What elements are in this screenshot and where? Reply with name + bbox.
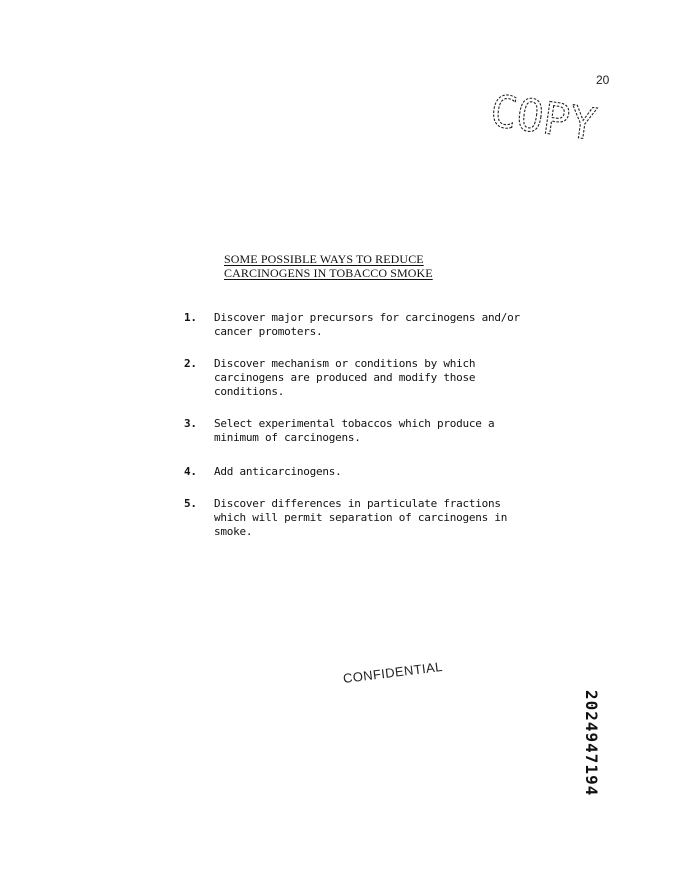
list-item-text: Add anticarcinogens. (214, 465, 342, 478)
list-item-number: 2. (184, 357, 197, 370)
list-item (184, 311, 524, 339)
page-number: 20 (596, 73, 610, 87)
list-item-number: 1. (184, 311, 197, 324)
numbered-list (184, 311, 524, 557)
heading-line-2: CARCINOGENS IN TOBACCO SMOKE (224, 266, 433, 280)
list-item-text: Discover differences in particulate fractions which will permit separation of carcinogens in smoke. (214, 497, 508, 538)
confidential-stamp: CONFIDENTIAL (342, 658, 444, 686)
list-item-text: Discover major precursors for carcinogens and/or cancer promoters. (214, 311, 520, 338)
heading-line-1: SOME POSSIBLE WAYS TO REDUCE (224, 252, 424, 266)
list-item-number: 4. (184, 465, 197, 478)
document-heading (224, 252, 433, 280)
copy-stamp-text: COPY (487, 85, 600, 151)
list-item (184, 497, 524, 539)
list-item-number: 5. (184, 497, 197, 510)
list-item (184, 465, 524, 479)
copy-stamp (487, 85, 600, 151)
list-item-number: 3. (184, 417, 197, 430)
list-item-text: Select experimental tobaccos which produce a minimum of carcinogens. (214, 417, 495, 444)
list-item (184, 357, 524, 399)
list-item-text: Discover mechanism or conditions by which carcinogens are produced and modify those conditions. (214, 357, 476, 398)
document-id: 2024947194 (582, 690, 601, 797)
list-item (184, 417, 524, 445)
